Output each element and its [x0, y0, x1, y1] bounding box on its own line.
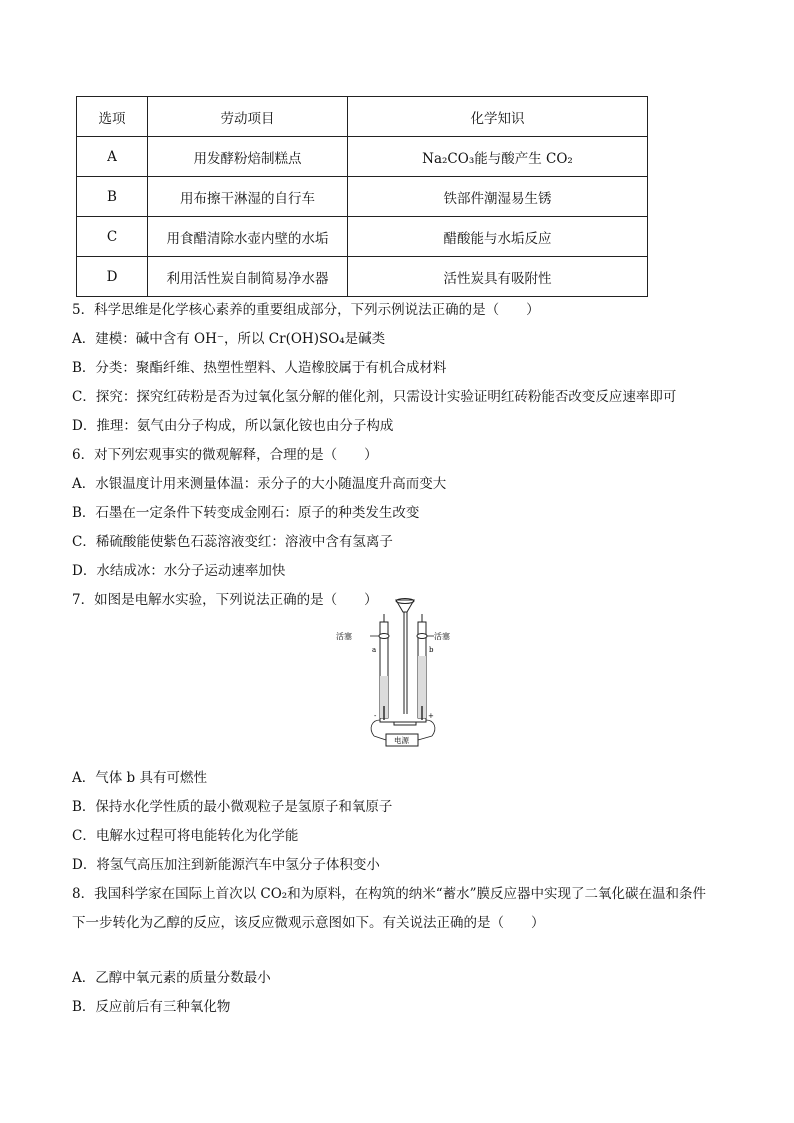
- power-lead-left: [374, 736, 386, 740]
- question-7-option-d: D．将氢气高压加注到新能源汽车中氢分子体积变小: [72, 857, 380, 873]
- table-cell: 用食醋清除水壶内壁的水垢: [148, 217, 348, 257]
- table-cell: C: [77, 217, 148, 257]
- left-stopcock: [379, 634, 389, 639]
- question-5-option-b: B．分类：聚酯纤维、热塑性塑料、人造橡胶属于有机合成材料: [72, 360, 447, 376]
- question-7-stem: 7．如图是电解水实验，下列说法正确的是（ ）: [72, 592, 378, 608]
- power-lead-right: [418, 736, 432, 740]
- question-5-option-d: D．推理：氨气由分子构成，所以氯化铵也由分子构成: [72, 418, 394, 434]
- question-7-option-b: B．保持水化学性质的最小微观粒子是氢原子和氧原子: [72, 799, 393, 815]
- question-8-stem-line-2: 下一步转化为乙醇的反应，该反应微观示意图如下。有关说法正确的是（ ）: [72, 915, 545, 931]
- table-cell: 铁部件潮湿易生锈: [348, 177, 648, 217]
- table-cell: A: [77, 137, 148, 177]
- left-stopcock-label: 活塞: [336, 632, 352, 641]
- table-header-cell: 劳动项目: [148, 97, 348, 137]
- question-5-option-c: C．探究：探究红砖粉是否为过氧化氢分解的催化剂，只需设计实验证明红砖粉能否改变反应速率即可: [72, 389, 677, 405]
- question-7-option-c: C．电解水过程可将电能转化为化学能: [72, 828, 299, 844]
- question-8-stem-line-1: 8．我国科学家在国际上首次以 CO₂和为原料，在构筑的纳米“蓄水”膜反应器中实现了二氧化碳在温和条件: [72, 886, 706, 902]
- table-row: [77, 257, 648, 297]
- table-cell: 醋酸能与水垢反应: [348, 217, 648, 257]
- electrolysis-apparatus-diagram: [334, 596, 450, 748]
- table-cell: D: [77, 257, 148, 297]
- right-stopcock: [417, 634, 427, 639]
- table-header-row: [77, 97, 648, 137]
- labor-knowledge-table: [76, 96, 648, 297]
- apparatus-base: [394, 722, 416, 725]
- question-6-option-a: A．水银温度计用来测量体温：汞分子的大小随温度升高而变大: [72, 476, 447, 492]
- table-header-cell: 化学知识: [348, 97, 648, 137]
- negative-terminal-label: -: [374, 712, 377, 720]
- positive-terminal-label: +: [428, 712, 434, 720]
- left-wire: [371, 720, 380, 736]
- question-6-option-d: D．水结成冰：水分子运动速率加快: [72, 563, 286, 579]
- table-header-cell: 选项: [77, 97, 148, 137]
- question-6-option-c: C．稀硫酸能使紫色石蕊溶液变红：溶液中含有氢离子: [72, 534, 393, 550]
- table-cell: 用布擦干淋湿的自行车: [148, 177, 348, 217]
- connecting-tube: [380, 718, 426, 722]
- funnel-shape: [396, 600, 414, 612]
- question-7-option-a: A．气体 b 具有可燃性: [72, 770, 207, 786]
- table-row: [77, 137, 648, 177]
- tube-b-label: b: [429, 646, 434, 654]
- table-cell: 用发酵粉焙制糕点: [148, 137, 348, 177]
- question-5-stem: 5．科学思维是化学核心素养的重要组成部分，下列示例说法正确的是（ ）: [72, 302, 540, 318]
- question-5-option-a: A．建模：碱中含有 OH⁻，所以 Cr(OH)SO₄是碱类: [72, 331, 386, 347]
- power-supply-label: 电源: [394, 736, 409, 745]
- right-wire: [426, 720, 435, 736]
- question-8-option-b: B．反应前后有三种氧化物: [72, 999, 231, 1015]
- table-cell: 利用活性炭自制简易净水器: [148, 257, 348, 297]
- funnel-rim: [396, 599, 414, 604]
- table-row: [77, 177, 648, 217]
- question-6-option-b: B．石墨在一定条件下转变成金刚石：原子的种类发生改变: [72, 505, 420, 521]
- table-cell: Na₂CO₃能与酸产生 CO₂: [348, 137, 648, 177]
- tube-a-label: a: [372, 646, 377, 654]
- right-stopcock-label: 活塞: [434, 632, 450, 641]
- table-row: [77, 217, 648, 257]
- table-cell: 活性炭具有吸附性: [348, 257, 648, 297]
- table-cell: B: [77, 177, 148, 217]
- question-6-stem: 6．对下列宏观事实的微观解释，合理的是（ ）: [72, 447, 378, 463]
- question-8-option-a: A．乙醇中氧元素的质量分数最小: [72, 970, 271, 986]
